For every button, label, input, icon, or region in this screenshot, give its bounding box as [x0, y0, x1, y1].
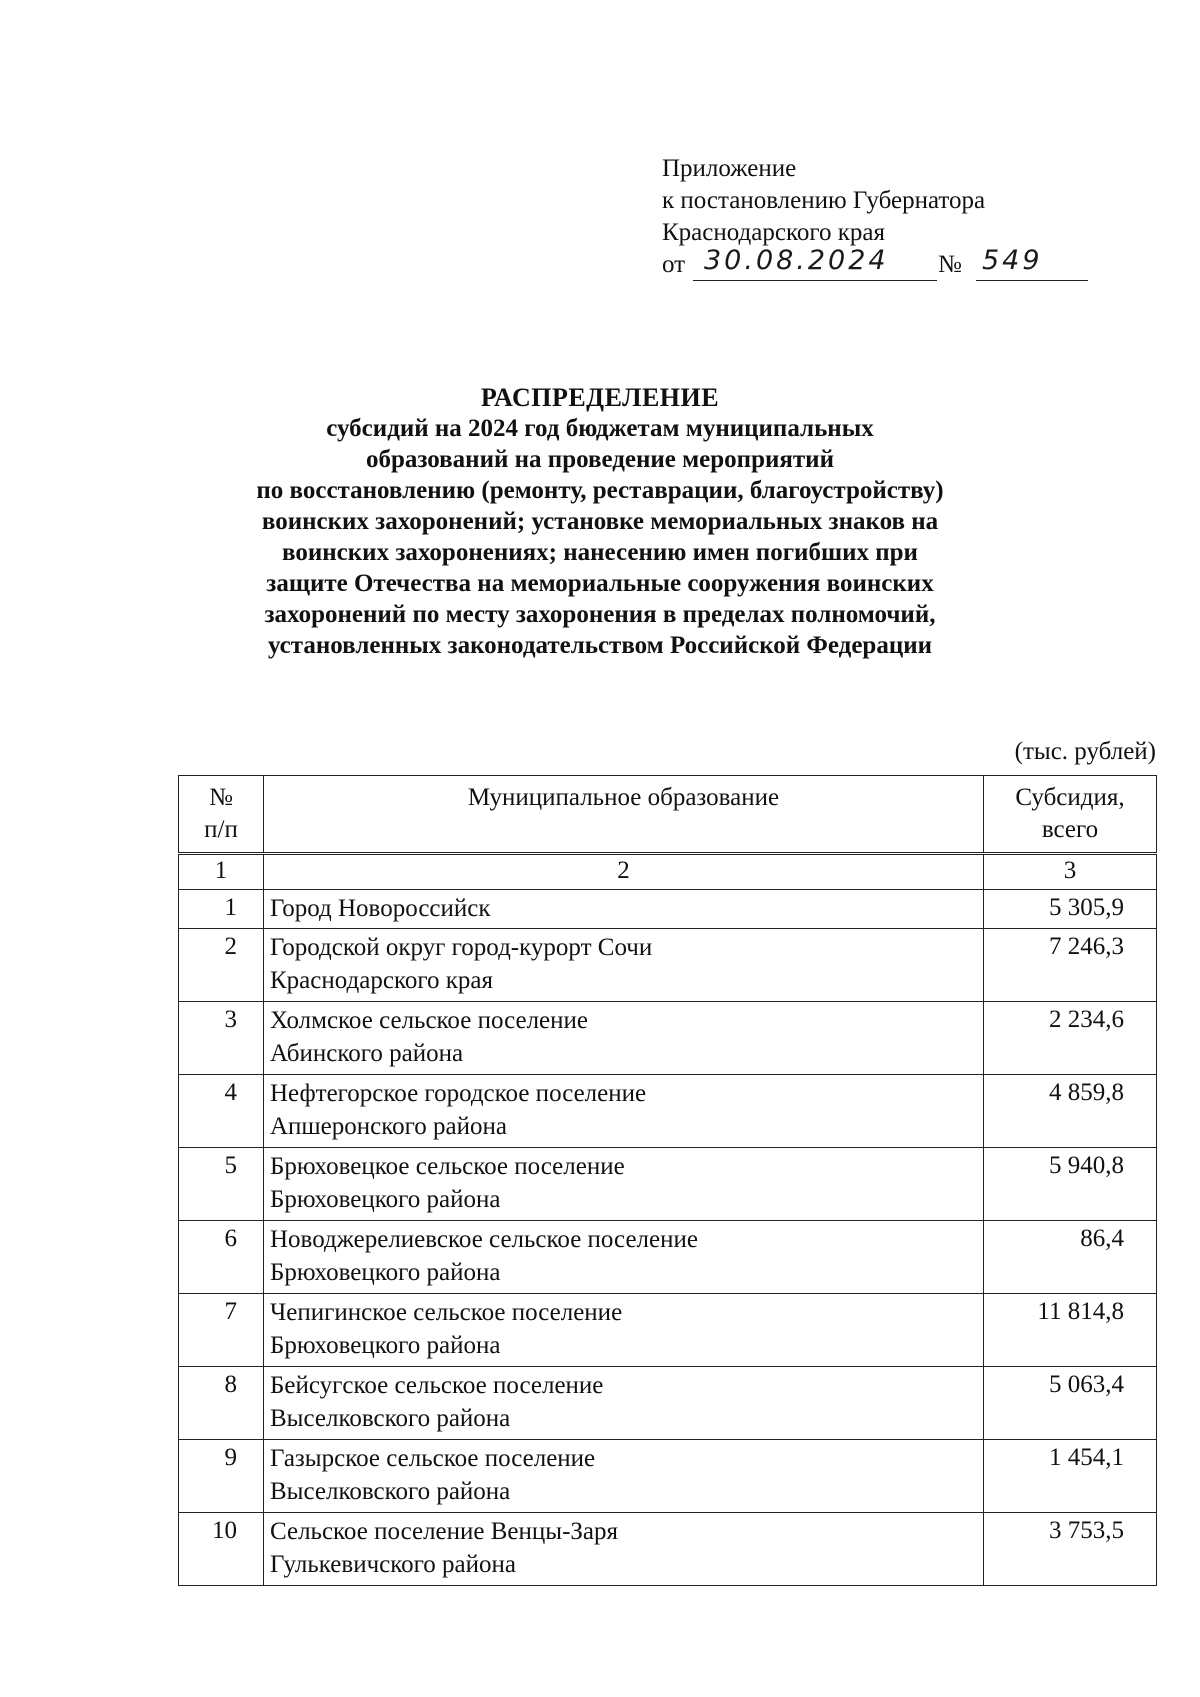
table-row	[179, 1513, 1157, 1586]
title-line: защите Отечества на мемориальные сооружения воинских	[266, 570, 934, 597]
municipality-name-line: Газырское сельское поселение	[270, 1445, 596, 1472]
units-label: (тыс. рублей)	[1014, 738, 1156, 765]
municipality-name-line: Выселковского района	[270, 1405, 511, 1432]
row-number: 2	[179, 929, 264, 1002]
column-number: 1	[179, 854, 264, 890]
municipality-name	[264, 890, 984, 929]
subsidy-table-wrap	[178, 775, 1156, 1586]
column-number-row	[179, 854, 1157, 890]
header-subsidy-line2: всего	[1041, 816, 1099, 843]
municipality-name	[264, 1221, 984, 1294]
municipality-name-line: Абинского района	[270, 1040, 464, 1067]
municipality-name-line: Брюховецкого района	[270, 1186, 501, 1213]
appendix-block	[662, 153, 1043, 283]
handwritten-date: 30.08.2024	[704, 245, 889, 276]
table-row	[179, 1148, 1157, 1221]
header-number-line2: п/п	[204, 816, 238, 843]
table-row	[179, 1367, 1157, 1440]
table-row	[179, 1440, 1157, 1513]
table-row	[179, 1294, 1157, 1367]
municipality-name-line: Чепигинское сельское поселение	[270, 1299, 623, 1326]
date-underline	[693, 280, 937, 281]
subsidy-amount: 11 814,8	[984, 1294, 1157, 1367]
municipality-name-line: Городской округ город-курорт Сочи	[270, 934, 653, 961]
municipality-name-line: Холмское сельское поселение	[270, 1007, 588, 1034]
table-row	[179, 929, 1157, 1002]
subsidy-amount: 4 859,8	[984, 1075, 1157, 1148]
table-row	[179, 1002, 1157, 1075]
subsidy-amount: 86,4	[984, 1221, 1157, 1294]
subsidy-amount: 2 234,6	[984, 1002, 1157, 1075]
municipality-name	[264, 929, 984, 1002]
header-number-line1: №	[209, 784, 233, 811]
number-underline	[976, 280, 1088, 281]
title-line: воинских захоронениях; нанесению имен погибших при	[282, 539, 918, 566]
title-line: воинских захоронений; установке мемориальных знаков на	[261, 508, 939, 535]
title-line: установленных законодательством Российской Федерации	[267, 632, 933, 659]
municipality-name-line: Город Новороссийск	[270, 895, 491, 922]
row-number: 4	[179, 1075, 264, 1148]
appendix-date-number-line	[662, 245, 1043, 283]
number-sign: №	[938, 251, 962, 278]
table-row	[179, 890, 1157, 929]
title-line: по восстановлению (ремонту, реставрации, благоустройству)	[256, 477, 944, 504]
municipality-name	[264, 1075, 984, 1148]
appendix-line-2: к постановлению Губернатора	[662, 187, 986, 214]
municipality-name	[264, 1440, 984, 1513]
municipality-name-line: Гулькевичского района	[270, 1551, 516, 1578]
subsidy-table	[178, 775, 1157, 1586]
municipality-name-line: Сельское поселение Венцы-Заря	[270, 1518, 619, 1545]
subsidy-amount: 3 753,5	[984, 1513, 1157, 1586]
date-prefix: от	[662, 251, 686, 278]
municipality-name-line: Бейсугское сельское поселение	[270, 1372, 604, 1399]
subsidy-amount: 1 454,1	[984, 1440, 1157, 1513]
municipality-name	[264, 1148, 984, 1221]
subsidy-amount: 5 063,4	[984, 1367, 1157, 1440]
appendix-line-3: Краснодарского края	[662, 219, 885, 246]
row-number: 7	[179, 1294, 264, 1367]
header-number	[179, 776, 264, 854]
subsidy-amount: 5 940,8	[984, 1148, 1157, 1221]
header-subsidy	[984, 776, 1157, 854]
municipality-name-line: Новоджерелиевское сельское поселение	[270, 1226, 698, 1253]
row-number: 9	[179, 1440, 264, 1513]
column-number: 2	[264, 854, 984, 890]
row-number: 6	[179, 1221, 264, 1294]
municipality-name-line: Апшеронского района	[270, 1113, 507, 1140]
title-main: РАСПРЕДЕЛЕНИЕ	[480, 383, 720, 412]
subsidy-amount: 7 246,3	[984, 929, 1157, 1002]
row-number: 5	[179, 1148, 264, 1221]
municipality-name-line: Краснодарского края	[270, 967, 493, 994]
municipality-name	[264, 1513, 984, 1586]
municipality-name-line: Брюховецкого района	[270, 1259, 501, 1286]
document-title	[180, 382, 1020, 661]
header-subsidy-line1: Субсидия,	[1015, 784, 1125, 811]
title-line: субсидий на 2024 год бюджетам муниципальных	[326, 415, 874, 442]
column-number: 3	[984, 854, 1157, 890]
row-number: 3	[179, 1002, 264, 1075]
row-number: 10	[179, 1513, 264, 1586]
municipality-name	[264, 1367, 984, 1440]
table-header-row	[179, 776, 1157, 854]
title-line: образований на проведение мероприятий	[365, 446, 834, 473]
table-row	[179, 1075, 1157, 1148]
municipality-name-line: Выселковского района	[270, 1478, 511, 1505]
handwritten-number: 549	[982, 245, 1043, 276]
municipality-name-line: Брюховецкого района	[270, 1332, 501, 1359]
municipality-name	[264, 1002, 984, 1075]
table-row	[179, 1221, 1157, 1294]
appendix-line-1: Приложение	[662, 155, 797, 182]
municipality-name-line: Брюховецкое сельское поселение	[270, 1153, 625, 1180]
row-number: 8	[179, 1367, 264, 1440]
municipality-name	[264, 1294, 984, 1367]
title-line: захоронений по месту захоронения в пределах полномочий,	[264, 601, 936, 628]
subsidy-amount: 5 305,9	[984, 890, 1157, 929]
header-municipality: Муниципальное образование	[264, 776, 984, 854]
municipality-name-line: Нефтегорское городское поселение	[270, 1080, 647, 1107]
row-number: 1	[179, 890, 264, 929]
